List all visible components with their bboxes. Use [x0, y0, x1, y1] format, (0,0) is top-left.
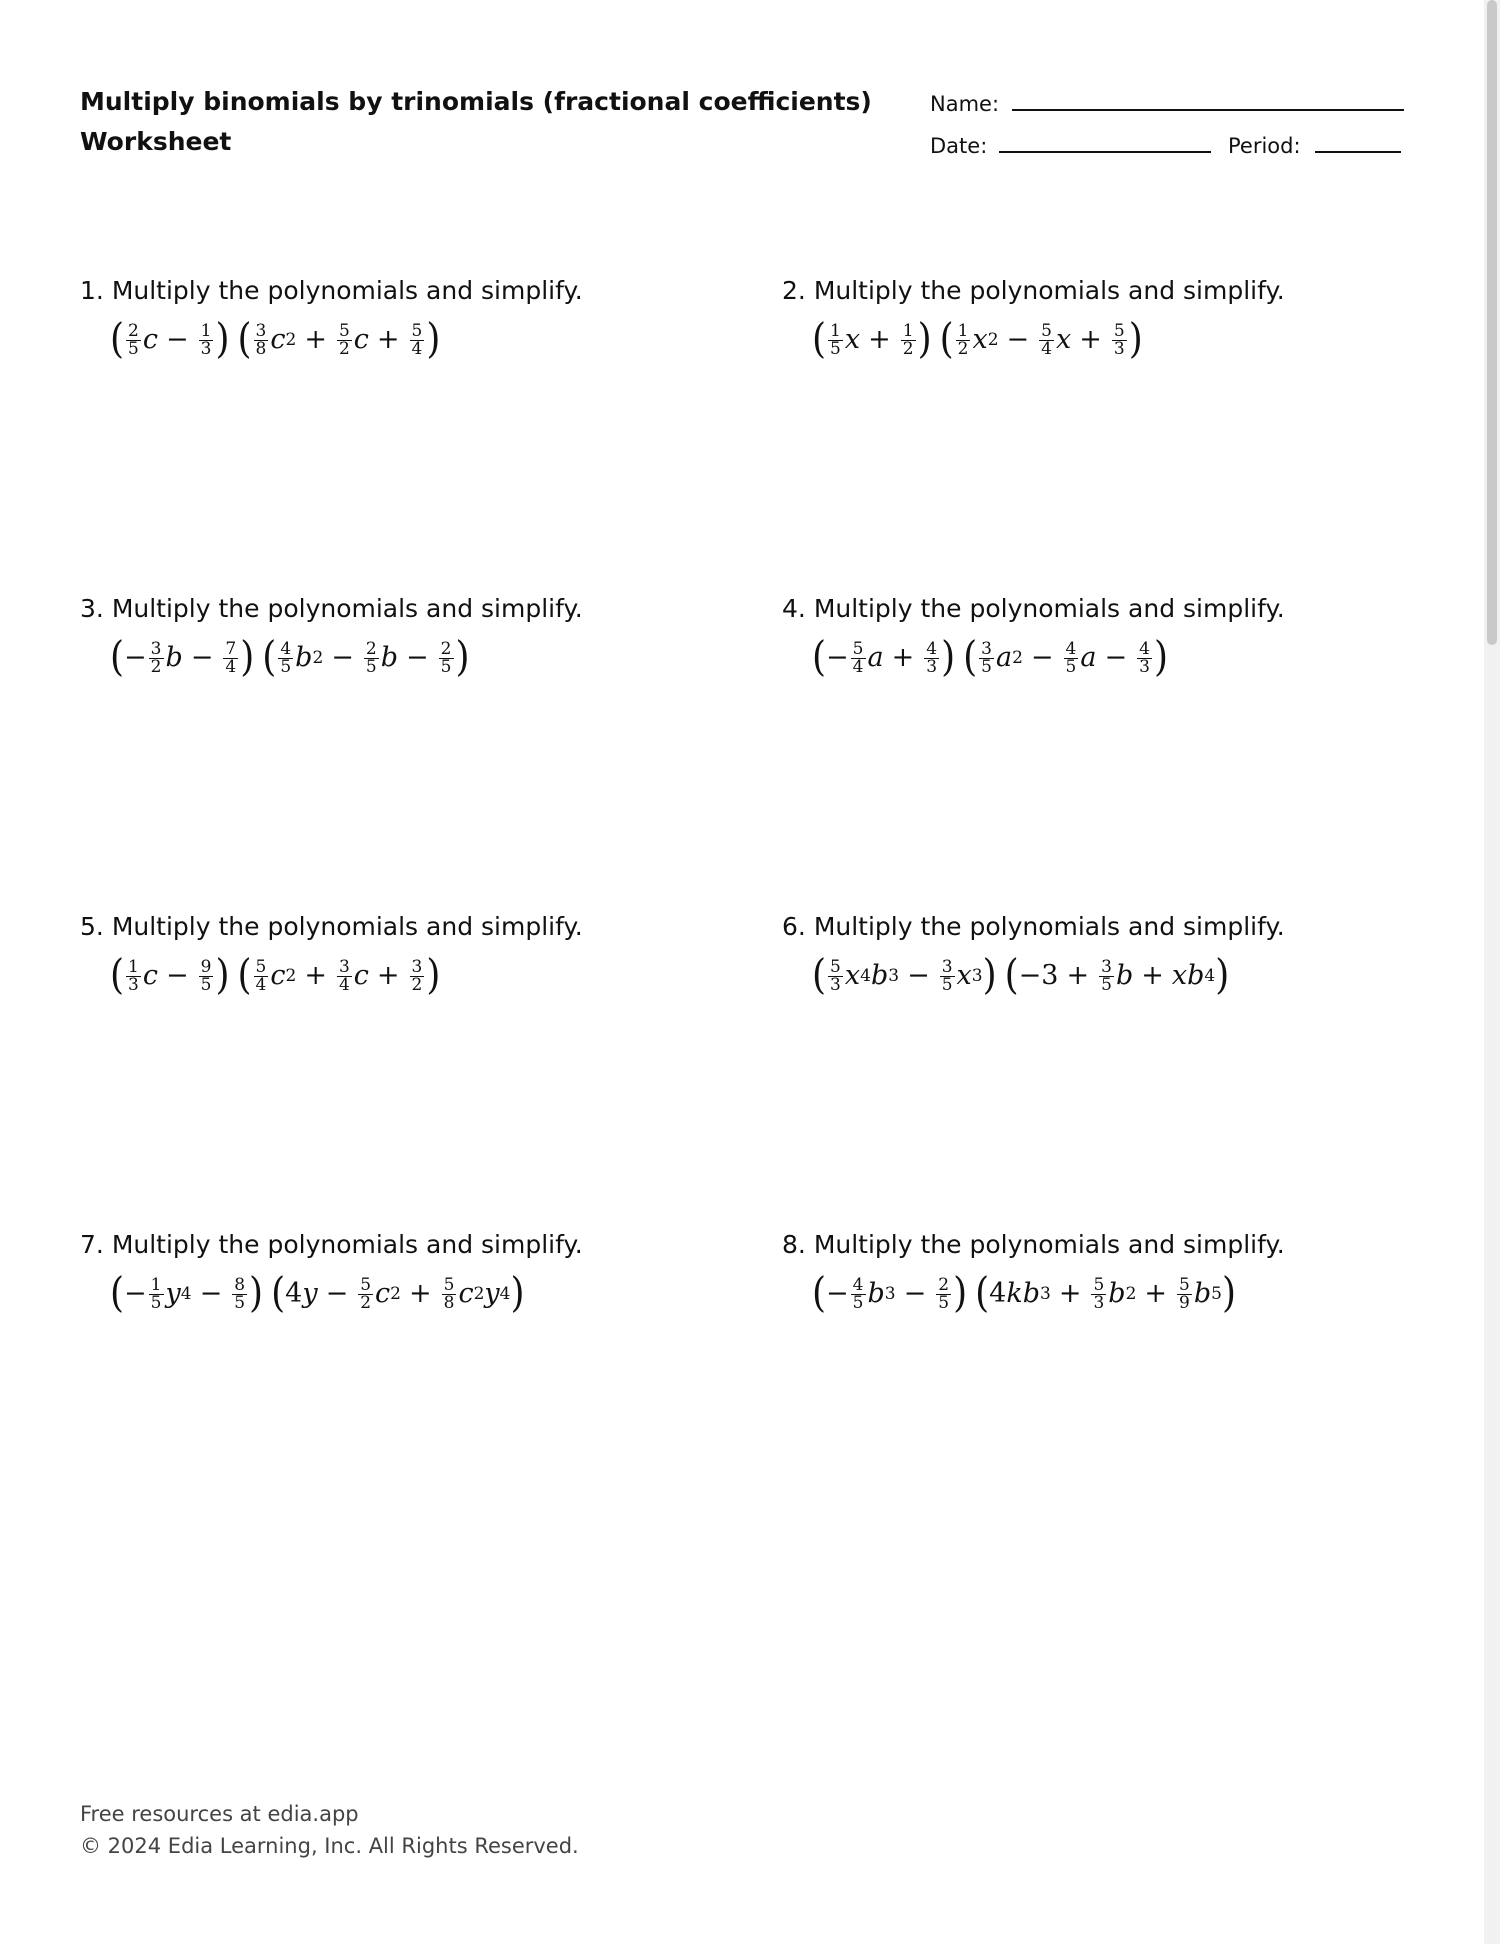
- exponent: 3: [971, 966, 983, 986]
- exponent: 4: [860, 966, 871, 986]
- denominator: 5: [150, 1292, 162, 1313]
- variable: c: [353, 960, 369, 991]
- numerator: 5: [338, 320, 350, 341]
- denominator: 5: [938, 1292, 950, 1313]
- parenthesis: (: [110, 315, 125, 363]
- denominator: 2: [957, 338, 969, 359]
- date-label: Date:: [930, 134, 988, 158]
- exponent: 3: [1040, 1284, 1051, 1304]
- fraction: [924, 638, 939, 677]
- numerator: 3: [150, 638, 162, 659]
- parenthesis: ): [917, 315, 932, 363]
- operator: −: [199, 1278, 223, 1309]
- variable: y: [165, 1278, 181, 1309]
- title-line-1: Multiply binomials by trinomials (fractional coefficients): [80, 87, 872, 116]
- problem-instruction: Multiply the polynomials and simplify.: [111, 1230, 583, 1259]
- numerator: 5: [411, 320, 423, 341]
- numerator: 4: [926, 638, 938, 659]
- variable: x: [972, 324, 988, 355]
- variable: a: [867, 642, 884, 673]
- denominator: 2: [150, 656, 162, 677]
- variable: x: [956, 960, 972, 991]
- numerator: 4: [1139, 638, 1150, 659]
- denominator: 2: [902, 338, 914, 359]
- denominator: 5: [830, 338, 841, 359]
- denominator: 3: [1113, 338, 1125, 359]
- problem-6: [782, 911, 1422, 999]
- term: −: [124, 642, 147, 673]
- fraction: [1177, 1274, 1192, 1313]
- term: 4: [285, 1278, 303, 1309]
- exponent: 2: [285, 966, 297, 986]
- variable: x: [844, 960, 861, 991]
- denominator: 5: [200, 974, 212, 995]
- problem-1: [80, 275, 720, 363]
- variable: x: [844, 324, 861, 355]
- problem-number: 2.: [782, 276, 806, 305]
- operator: −: [406, 642, 429, 673]
- numerator: 5: [1041, 320, 1052, 341]
- problem-instruction: Multiply the polynomials and simplify.: [111, 276, 583, 305]
- fraction: [410, 956, 425, 995]
- operator: +: [1058, 1278, 1082, 1309]
- parenthesis: ): [1222, 1269, 1237, 1317]
- fraction: [940, 956, 955, 995]
- problem-expression: [812, 317, 1422, 363]
- problem-expression: [812, 1271, 1422, 1317]
- numerator: 2: [938, 1274, 950, 1295]
- problem-prompt: [782, 1229, 1422, 1261]
- fraction: [223, 638, 238, 677]
- operator: +: [409, 1278, 432, 1309]
- variable: b: [870, 960, 889, 991]
- parenthesis: ): [1128, 315, 1143, 363]
- numerator: 2: [440, 638, 452, 659]
- denominator: 4: [338, 974, 350, 995]
- vertical-scrollbar[interactable]: [1484, 0, 1500, 1944]
- operator: +: [1079, 324, 1102, 355]
- fraction: [337, 320, 352, 359]
- variable: b: [1108, 1278, 1126, 1309]
- variable: c: [142, 324, 158, 355]
- operator: −: [331, 642, 354, 673]
- term: −: [826, 1278, 849, 1309]
- title-line-2: Worksheet: [80, 127, 232, 156]
- term: −3: [1018, 960, 1059, 991]
- parenthesis: (: [812, 1269, 827, 1317]
- fraction: [1112, 320, 1127, 359]
- operator: +: [1141, 960, 1164, 991]
- numerator: 4: [280, 638, 292, 659]
- exponent: 4: [499, 1284, 511, 1304]
- numerator: 3: [1101, 956, 1112, 977]
- fraction: [232, 1274, 247, 1313]
- operator: −: [325, 1278, 349, 1309]
- fraction: [126, 956, 141, 995]
- operator: +: [1066, 960, 1090, 991]
- fraction: [1064, 638, 1079, 677]
- name-field-line[interactable]: [1012, 109, 1404, 111]
- variable: y: [484, 1278, 500, 1309]
- operator: +: [304, 960, 327, 991]
- parenthesis: (: [237, 951, 252, 999]
- numerator: 3: [411, 956, 423, 977]
- parenthesis: ): [510, 1269, 525, 1317]
- operator: −: [166, 324, 189, 355]
- variable: c: [375, 1278, 391, 1309]
- operator: +: [304, 324, 327, 355]
- problem-8: [782, 1229, 1422, 1317]
- variable: a: [995, 642, 1013, 673]
- problem-number: 5.: [80, 912, 104, 941]
- numerator: 5: [830, 956, 841, 977]
- denominator: 4: [225, 656, 237, 677]
- numerator: 3: [338, 956, 350, 977]
- operator: +: [376, 324, 400, 355]
- numerator: 1: [902, 320, 914, 341]
- numerator: 4: [1065, 638, 1077, 659]
- parenthesis: ): [455, 633, 470, 681]
- parenthesis: (: [110, 951, 125, 999]
- problem-4: [782, 593, 1422, 681]
- fraction: [901, 320, 916, 359]
- parenthesis: (: [110, 1269, 125, 1317]
- fraction: [936, 1274, 951, 1313]
- problem-number: 8.: [782, 1230, 806, 1259]
- denominator: 4: [411, 338, 423, 359]
- denominator: 5: [941, 974, 953, 995]
- problem-instruction: Multiply the polynomials and simplify.: [813, 1230, 1285, 1259]
- fraction: [149, 1274, 164, 1313]
- fraction: [442, 1274, 457, 1313]
- numerator: 7: [225, 638, 237, 659]
- parenthesis: (: [939, 315, 954, 363]
- numerator: 1: [128, 956, 139, 977]
- numerator: 4: [852, 1274, 864, 1295]
- variable: c: [270, 960, 286, 991]
- fraction: [1091, 1274, 1106, 1313]
- numerator: 5: [360, 1274, 372, 1295]
- operator: −: [907, 960, 930, 991]
- problem-prompt: [80, 1229, 720, 1261]
- parenthesis: (: [262, 633, 277, 681]
- parenthesis: ): [953, 1269, 968, 1317]
- problem-instruction: Multiply the polynomials and simplify.: [813, 594, 1285, 623]
- term: 4: [989, 1278, 1007, 1309]
- denominator: 4: [255, 974, 267, 995]
- variable: b: [295, 642, 313, 673]
- exponent: 2: [1125, 1284, 1137, 1304]
- variable: b: [1115, 960, 1134, 991]
- numerator: 9: [200, 956, 212, 977]
- exponent: 2: [987, 330, 999, 350]
- parenthesis: (: [812, 951, 827, 999]
- problem-instruction: Multiply the polynomials and simplify.: [813, 912, 1285, 941]
- fraction: [828, 320, 843, 359]
- problem-prompt: [782, 593, 1422, 625]
- denominator: 5: [280, 656, 292, 677]
- scrollbar-thumb[interactable]: [1487, 0, 1497, 645]
- denominator: 5: [1065, 656, 1077, 677]
- numerator: 5: [1093, 1274, 1105, 1295]
- fraction: [126, 320, 141, 359]
- problem-expression: [110, 1271, 720, 1317]
- problem-expression: [812, 635, 1422, 681]
- denominator: 2: [411, 974, 423, 995]
- variable: c: [270, 324, 286, 355]
- numerator: 5: [443, 1274, 455, 1295]
- operator: +: [1144, 1278, 1168, 1309]
- fraction: [149, 638, 164, 677]
- problem-number: 4.: [782, 594, 806, 623]
- fraction: [828, 956, 843, 995]
- parenthesis: (: [812, 315, 827, 363]
- parenthesis: ): [240, 633, 255, 681]
- numerator: 3: [981, 638, 992, 659]
- numerator: 1: [200, 320, 212, 341]
- parenthesis: ): [426, 315, 441, 363]
- variable: x: [1056, 324, 1072, 355]
- footer-resources: Free resources at edia.app: [80, 1802, 359, 1826]
- fraction: [851, 1274, 866, 1313]
- problem-expression: [110, 317, 720, 363]
- parenthesis: (: [271, 1269, 286, 1317]
- exponent: 3: [888, 966, 900, 986]
- problem-instruction: Multiply the polynomials and simplify.: [111, 912, 583, 941]
- denominator: 2: [338, 338, 350, 359]
- operator: +: [376, 960, 400, 991]
- problem-prompt: [80, 593, 720, 625]
- footer-copyright: © 2024 Edia Learning, Inc. All Rights Reserved.: [80, 1834, 579, 1858]
- fraction: [199, 956, 214, 995]
- operator: +: [891, 642, 915, 673]
- fraction: [358, 1274, 373, 1313]
- exponent: 3: [884, 1284, 896, 1304]
- operator: −: [1104, 642, 1128, 673]
- variable: xb: [1171, 960, 1205, 991]
- parenthesis: ): [426, 951, 441, 999]
- parenthesis: ): [215, 951, 230, 999]
- fraction: [1137, 638, 1152, 677]
- denominator: 5: [128, 338, 139, 359]
- problem-expression: [110, 635, 720, 681]
- fraction: [979, 638, 994, 677]
- denominator: 4: [1041, 338, 1052, 359]
- variable: b: [380, 642, 399, 673]
- exponent: 2: [390, 1284, 401, 1304]
- denominator: 9: [1179, 1292, 1190, 1313]
- numerator: 5: [852, 638, 864, 659]
- fraction: [410, 320, 425, 359]
- parenthesis: ): [215, 315, 230, 363]
- denominator: 3: [830, 974, 841, 995]
- problem-number: 1.: [80, 276, 104, 305]
- operator: −: [166, 960, 189, 991]
- operator: −: [1006, 324, 1030, 355]
- worksheet-title: [80, 82, 872, 162]
- exponent: 4: [1204, 966, 1216, 986]
- denominator: 3: [1093, 1292, 1105, 1313]
- numerator: 3: [255, 320, 267, 341]
- denominator: 3: [200, 338, 212, 359]
- variable: kb: [1006, 1278, 1041, 1309]
- exponent: 4: [180, 1284, 192, 1304]
- date-field-line[interactable]: [999, 151, 1211, 153]
- fraction: [364, 638, 379, 677]
- variable: b: [165, 642, 183, 673]
- denominator: 3: [1139, 656, 1150, 677]
- numerator: 5: [1113, 320, 1125, 341]
- parenthesis: ): [941, 633, 956, 681]
- name-label: Name:: [930, 92, 1000, 116]
- problem-expression: [812, 953, 1422, 999]
- problem-prompt: [782, 911, 1422, 943]
- operator: −: [190, 642, 214, 673]
- exponent: 2: [1012, 648, 1023, 668]
- problem-prompt: [80, 275, 720, 307]
- denominator: 2: [360, 1292, 372, 1313]
- operator: −: [1030, 642, 1054, 673]
- numerator: 1: [957, 320, 969, 341]
- operator: +: [868, 324, 891, 355]
- parenthesis: (: [1004, 951, 1019, 999]
- problem-7: [80, 1229, 720, 1317]
- numerator: 1: [150, 1274, 162, 1295]
- parenthesis: ): [982, 951, 997, 999]
- numerator: 5: [1179, 1274, 1190, 1295]
- variable: c: [353, 324, 369, 355]
- period-label: Period:: [1228, 134, 1301, 158]
- problem-5: [80, 911, 720, 999]
- problem-prompt: [80, 911, 720, 943]
- denominator: 5: [852, 1292, 864, 1313]
- denominator: 5: [234, 1292, 246, 1313]
- fraction: [956, 320, 971, 359]
- denominator: 5: [365, 656, 377, 677]
- denominator: 4: [852, 656, 864, 677]
- problem-instruction: Multiply the polynomials and simplify.: [111, 594, 583, 623]
- fraction: [1039, 320, 1054, 359]
- problem-3: [80, 593, 720, 681]
- denominator: 8: [443, 1292, 455, 1313]
- term: −: [124, 1278, 147, 1309]
- variable: c: [142, 960, 158, 991]
- numerator: 5: [255, 956, 267, 977]
- parenthesis: ): [249, 1269, 264, 1317]
- parenthesis: (: [812, 633, 827, 681]
- denominator: 8: [255, 338, 267, 359]
- problem-number: 6.: [782, 912, 806, 941]
- denominator: 5: [440, 656, 452, 677]
- numerator: 1: [830, 320, 841, 341]
- period-field-line[interactable]: [1315, 151, 1401, 153]
- variable: b: [867, 1278, 885, 1309]
- numerator: 2: [365, 638, 377, 659]
- fraction: [337, 956, 352, 995]
- variable: c: [458, 1278, 474, 1309]
- problem-2: [782, 275, 1422, 363]
- problem-number: 3.: [80, 594, 104, 623]
- exponent: 2: [312, 648, 324, 668]
- parenthesis: (: [110, 633, 125, 681]
- exponent: 2: [285, 330, 297, 350]
- fraction: [199, 320, 214, 359]
- problem-number: 7.: [80, 1230, 104, 1259]
- variable: y: [302, 1278, 318, 1309]
- numerator: 3: [941, 956, 953, 977]
- fraction: [278, 638, 293, 677]
- parenthesis: (: [237, 315, 252, 363]
- denominator: 5: [981, 656, 992, 677]
- denominator: 5: [1101, 974, 1112, 995]
- parenthesis: (: [975, 1269, 990, 1317]
- fraction: [439, 638, 454, 677]
- variable: b: [1193, 1278, 1212, 1309]
- fraction: [254, 320, 269, 359]
- parenthesis: (: [963, 633, 978, 681]
- exponent: 2: [473, 1284, 485, 1304]
- fraction: [1099, 956, 1114, 995]
- problem-prompt: [782, 275, 1422, 307]
- denominator: 3: [128, 974, 139, 995]
- exponent: 5: [1211, 1284, 1222, 1304]
- problem-expression: [110, 953, 720, 999]
- fraction: [254, 956, 269, 995]
- numerator: 2: [128, 320, 139, 341]
- denominator: 3: [926, 656, 938, 677]
- term: −: [826, 642, 849, 673]
- parenthesis: ): [1153, 633, 1168, 681]
- fraction: [851, 638, 866, 677]
- parenthesis: ): [1215, 951, 1230, 999]
- operator: −: [903, 1278, 927, 1309]
- variable: a: [1080, 642, 1097, 673]
- problem-instruction: Multiply the polynomials and simplify.: [813, 276, 1285, 305]
- numerator: 8: [234, 1274, 246, 1295]
